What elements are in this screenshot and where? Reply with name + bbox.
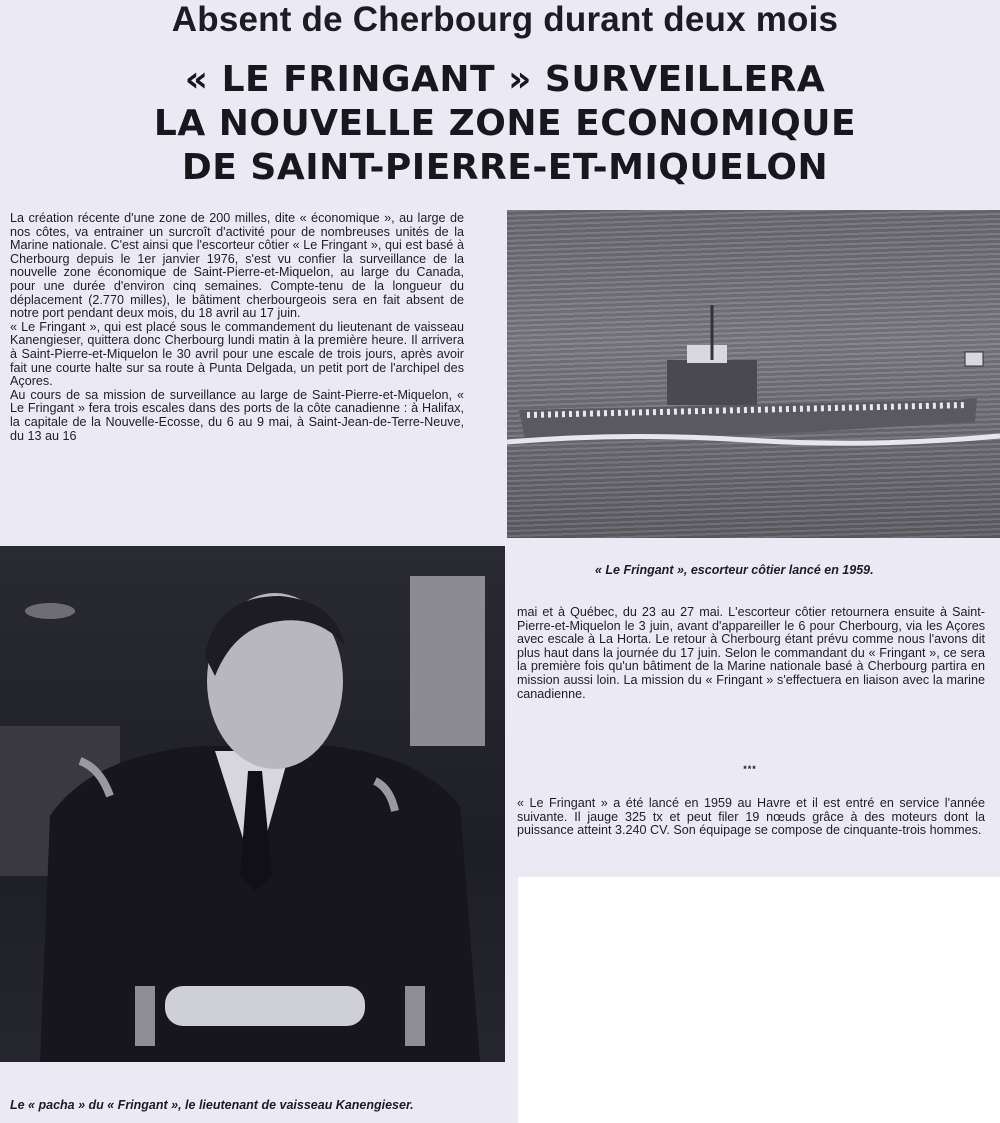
ship-bridge bbox=[667, 360, 757, 405]
ship-superstructure bbox=[687, 345, 727, 363]
sleeve-stripes-right bbox=[405, 986, 425, 1046]
ship-photo bbox=[507, 210, 1000, 538]
ship-wake bbox=[507, 436, 1000, 443]
headline-line: DE SAINT-PIERRE-ET-MIQUELON bbox=[181, 147, 829, 188]
ship-illustration bbox=[507, 210, 1000, 538]
section-separator: *** bbox=[743, 764, 757, 774]
main-headline bbox=[0, 58, 1000, 190]
officer-hands bbox=[165, 986, 365, 1026]
article-column-right-addendum bbox=[517, 797, 985, 838]
paragraph: « Le Fringant », qui est placé sous le commandement du lieutenant de vaisseau Kanengieser, quittera donc Cherbourg lundi matin à la première heure. Il arrivera à Saint-Pierre-et-Miquelon le 30 avril pour une escale de trois jours, après avoir fait une courte halte sur sa route à Punta Delgada, un petit port de l'archipel des Açores. bbox=[10, 319, 464, 389]
portrait-illustration bbox=[0, 546, 505, 1062]
paragraph: Au cours de sa mission de surveillance au large de Saint-Pierre-et-Miquelon, « Le Fringant » fera trois escales dans des ports de la côte canadienne : à Halifax, la capitale de la Nouvelle-Ecosse, du 6 au 9 mai, à Saint-Jean-de-Terre-Neuve, du 13 au 16 bbox=[10, 387, 464, 443]
portrait-photo-caption: Le « pacha » du « Fringant », le lieutenant de vaisseau Kanengieser. bbox=[10, 1098, 414, 1112]
ship-flag bbox=[965, 352, 983, 366]
sleeve-stripes-left bbox=[135, 986, 155, 1046]
headline-line: LA NOUVELLE ZONE ECONOMIQUE bbox=[153, 103, 857, 144]
paragraph: La création récente d'une zone de 200 milles, dite « économique », au large de nos côtes, va entrainer un surcroît d'activité pour de nombreuses unités de la Marine nationale. C'est ainsi que l'escorteur côtier « Le Fringant », qui est basé à Cherbourg depuis le 1er janvier 1976, s'est vu confier la surveillance de la nouvelle zone économique de Saint-Pierre-et-Miquelon, au large du Canada, pour une durée d'environ cinq semaines. Compte-tenu de la longueur du déplacement (2.770 milles), le bâtiment cherbourgeois sera en fait absent de notre port pendant deux mois, du 18 avril au 17 juin. bbox=[10, 211, 464, 321]
ceiling-lamp bbox=[25, 603, 75, 619]
headline-line: « LE FRINGANT » SURVEILLERA bbox=[184, 59, 826, 100]
background-window bbox=[410, 576, 485, 746]
article-column-left bbox=[10, 212, 464, 443]
paragraph: mai et à Québec, du 23 au 27 mai. L'escorteur côtier retournera ensuite à Saint-Pierre-et-Miquelon le 3 juin, avant d'appareiller le 6 pour Cherbourg, via les Açores avec escale à La Horta. Le retour à Cherbourg étant prévu comme nous l'avons dit plus haut dans la journée du 17 juin. Selon le commandant du « Fringant », ce sera la première fois qu'un bâtiment de la Marine nationale basé à Cherbourg partira en mission aussi loin. La mission du « Fringant » s'effectuera en liaison avec la marine canadienne. bbox=[517, 605, 985, 701]
portrait-photo bbox=[0, 546, 505, 1062]
paragraph: « Le Fringant » a été lancé en 1959 au Havre et il est entré en service l'année suivante. Il jauge 325 tx et peut filer 19 nœuds grâce à des moteurs dont la puissance atteint 3.240 CV. Son équipage se compose de cinquante-trois hommes. bbox=[517, 796, 985, 838]
ship-photo-caption: « Le Fringant », escorteur côtier lancé en 1959. bbox=[595, 563, 874, 577]
kicker-headline: Absent de Cherbourg durant deux mois bbox=[171, 0, 839, 39]
article-column-right bbox=[517, 606, 985, 701]
